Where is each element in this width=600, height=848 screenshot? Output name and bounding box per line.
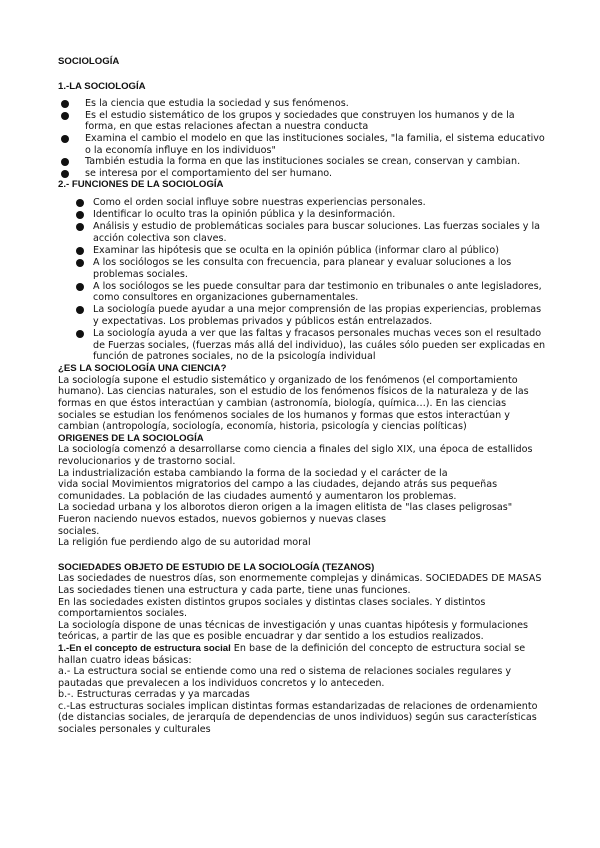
- document-page: [58, 56, 546, 736]
- sociedades-paragraph-3: La sociología dispone de unas técnicas de investigación y unas cuantas hipótesis y formulaciones teóricas, a partir de las que es posible encuadrar y dar sentido a los estudios realizados.: [58, 619, 529, 643]
- list-item: Es el estudio sistemático de los grupos y sociedades que construyen los humanos y de la forma, en que estas relaciones afectan a nuestra conducta: [58, 110, 546, 133]
- sociedades-paragraph-2: En las sociedades existen distintos grupos sociales y distintas clases sociales. Y distintos comportamientos sociales.: [58, 596, 486, 620]
- estructura-social-lead: 1.-En el concepto de estructura social: [58, 642, 231, 654]
- origenes-paragraph-2b: vida social Movimientos migratorios del campo a las ciudades, dejando atrás sus pequeñas comunidades. La población de las ciudades aumentó y aumentaron los problemas.: [58, 479, 498, 502]
- list-item: También estudia la forma en que las instituciones sociales se crean, conservan y cambian.: [58, 156, 546, 168]
- origenes-paragraph-1: La sociología comenzó a desarrollarse como ciencia a finales del siglo XIX, una época de estallidos revolucionarios y de trastorno social.: [58, 444, 533, 467]
- list-item: La sociología ayuda a ver que las faltas y fracasos personales muchas veces son el resultado de Fuerzas sociales, (fuerzas más allá del individuo), las cuáles sólo pueden ser explicadas en función de patrones sociales, no de la psicología individual: [58, 328, 546, 363]
- section-heading-sociedades: SOCIEDADES OBJETO DE ESTUDIO DE LA SOCIOLOGÍA (TEZANOS): [58, 561, 375, 573]
- sociedades-paragraph-7: c.-Las estructuras sociales implican distintas formas estandarizadas de relaciones de ordenamiento (de distancias sociales, de jerarquía de dependencias de unos individuos) según sus características sociales personales y culturales: [58, 700, 538, 736]
- sociedades-paragraph-6: b.-. Estructuras cerradas y ya marcadas: [58, 689, 250, 701]
- list-item: Examinar las hipótesis que se oculta en la opinión pública (informar claro al público): [58, 245, 546, 257]
- section-heading-funciones: 2.- FUNCIONES DE LA SOCIOLOGÍA: [58, 179, 224, 191]
- list-item: La sociología puede ayudar a una mejor comprensión de las propias experiencias, problemas y expectativas. Los problemas privados y públicos están entrelazados.: [58, 304, 546, 327]
- section-heading-origenes: ORIGENES DE LA SOCIOLOGÍA: [58, 432, 204, 444]
- list-item: Es la ciencia que estudia la sociedad y sus fenómenos.: [58, 98, 546, 110]
- estructura-social-text: En base de la definición del concepto de estructura social se hallan cuatro ideas básicas:: [58, 642, 526, 666]
- list-item: Identificar lo oculto tras la opinión pública y la desinformación.: [58, 209, 546, 221]
- sociedades-paragraph-5: a.- La estructura social se entiende como una red o sistema de relaciones sociales regulares y pautadas que prevalecen a los individuos concretos y lo anteceden.: [58, 666, 512, 689]
- document-title: SOCIOLOGÍA: [58, 56, 120, 67]
- section-heading-la-sociologia: 1.-LA SOCIOLOGÍA: [58, 80, 146, 92]
- list-item: A los sociólogos se les puede consultar para dar testimonio en tribunales o ante legisladores, como consultores en organizaciones gubernamentales.: [58, 281, 546, 304]
- list-item: Examina el cambio el modelo en que las instituciones sociales, "la familia, el sistema educativo o la economía influye en los individuos": [58, 133, 546, 156]
- funciones-list: [58, 197, 546, 363]
- section-heading-ciencia: ¿ES LA SOCIOLOGÍA UNA CIENCIA?: [58, 363, 227, 375]
- origenes-paragraph-3a: La sociedad urbana y los alborotos dieron origen a la imagen elitista de "las clases peligrosas" Fueron naciendo nuevos estados, nuevos gobiernos y nuevas clases: [58, 502, 513, 525]
- list-item: se interesa por el comportamiento del ser humano.: [58, 168, 546, 180]
- origenes-paragraph-3b: sociales.: [58, 525, 100, 537]
- list-item: Como el orden social influye sobre nuestras experiencias personales.: [58, 197, 546, 209]
- origenes-paragraph-4: La religión fue perdiendo algo de su autoridad moral: [58, 537, 311, 549]
- origenes-paragraph-2a: La industrialización estaba cambiando la forma de la sociedad y el carácter de la: [58, 467, 448, 479]
- sociedades-paragraph-4: [58, 643, 546, 666]
- ciencia-paragraph: La sociología supone el estudio sistemático y organizado de los fenómenos (el comportamiento humano). Las ciencias naturales, son el estudio de los fenómenos físicos de la naturaleza y de las formas en que éstos interactúan y cambian (astronomía, biología, química…). En las ciencias sociales se estudian los fenómenos sociales de los humanos y formas que estos interactúan y cambian (antropología, sociología, economía, historia, psicología y ciencias políticas): [58, 374, 529, 433]
- list-item: A los sociólogos se les consulta con frecuencia, para planear y evaluar soluciones a los problemas sociales.: [58, 257, 546, 280]
- list-item: Análisis y estudio de problemáticas sociales para buscar soluciones. Las fuerzas sociales y la acción colectiva son claves.: [58, 221, 546, 244]
- la-sociologia-list: [58, 98, 546, 179]
- sociedades-paragraph-1: Las sociedades de nuestros días, son enormemente complejas y dinámicas. SOCIEDADES DE MASAS Las sociedades tienen una estructura y cada parte, tiene unas funciones.: [58, 573, 542, 596]
